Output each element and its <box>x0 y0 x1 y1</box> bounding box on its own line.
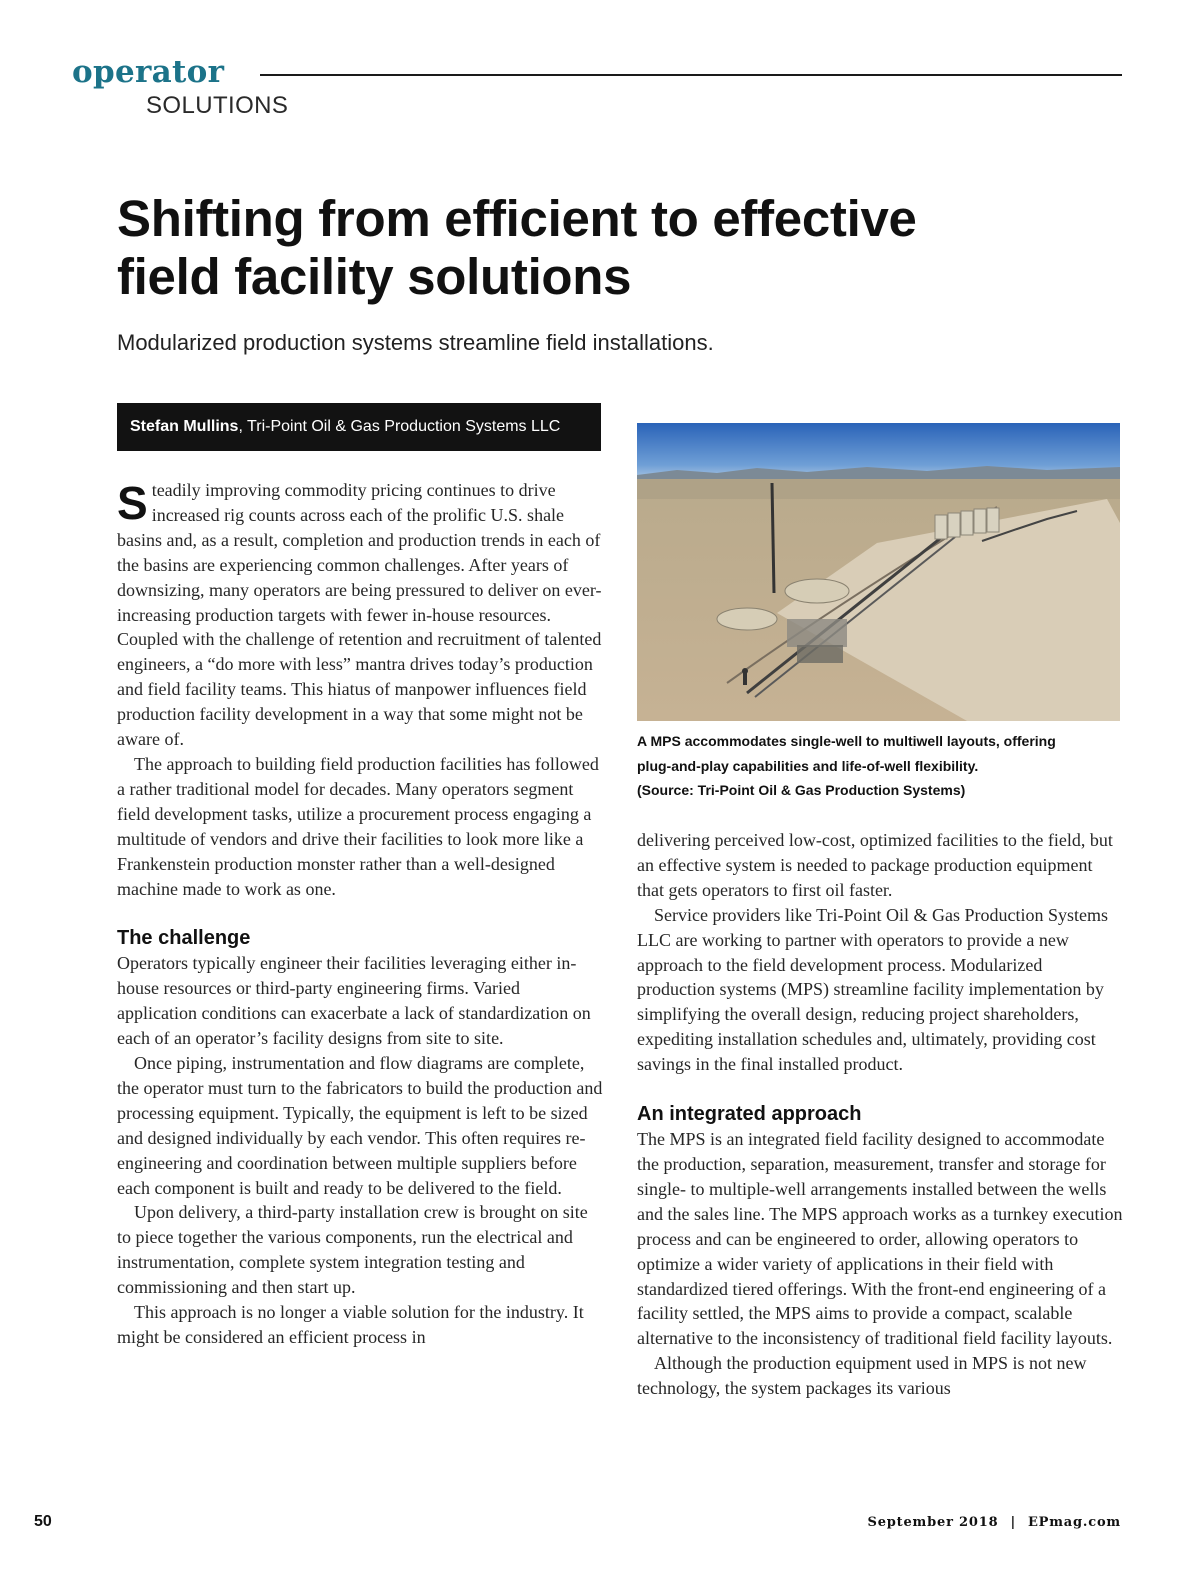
column-left <box>117 478 603 1350</box>
paragraph-5: Upon delivery, a third-party installation crew is brought on site to piece together the various components, run the electrical and instrumentation, complete system integration testing and commissioning and then start up. <box>117 1202 588 1298</box>
article-deck: Modularized production systems streamline field installations. <box>117 330 714 355</box>
paragraph-7: delivering perceived low-cost, optimized facilities to the field, but an effective system is needed to package production equipment that gets operators to first oil faster. <box>637 830 1113 900</box>
caption-source: (Source: Tri-Point Oil & Gas Production Systems) <box>637 782 966 798</box>
caption-line-1: A MPS accommodates single-well to multiwell layouts, offering <box>637 733 1056 749</box>
paragraph-1 <box>117 478 603 752</box>
page-footer <box>868 1515 1121 1530</box>
page-number: 50 <box>34 1513 52 1530</box>
subhead-integrated-approach: An integrated approach <box>637 1103 862 1126</box>
issue-date: September 2018 <box>867 1515 999 1530</box>
section-subkicker: SOLUTIONS <box>146 92 289 119</box>
column-right <box>637 828 1123 1401</box>
paragraph-2: The approach to building field production facilities has followed a rather traditional model for decades. Many operators segment field development tasks, utilize a procurement process engaging a multitude of vendors and drive their facilities to look more like a Frankenstein production monster rather than a well-designed machine made to work as one. <box>117 753 599 899</box>
paragraph-10: Although the production equipment used in MPS is not new technology, the system packages its various <box>637 1353 1087 1399</box>
paragraph-4: Once piping, instrumentation and flow diagrams are complete, the operator must turn to the fabricators to build the production and processing equipment. Typically, the equipment is left to be sized and designed individually by each vendor. This often requires re-engineering and coordination between multiple suppliers before each component is built and ready to be delivered to the field. <box>117 1053 603 1198</box>
subhead-the-challenge: The challenge <box>117 927 251 950</box>
photo-caption <box>637 729 1120 803</box>
facility-photo <box>637 423 1120 721</box>
author-name: Stefan Mullins <box>130 418 239 435</box>
paragraph-6: This approach is no longer a viable solution for the industry. It might be considered an efficient process in <box>117 1302 584 1347</box>
site-link[interactable]: EPmag.com <box>1027 1515 1121 1530</box>
aerial-facility-image <box>637 423 1120 721</box>
author-affiliation: , Tri-Point Oil & Gas Production Systems LLC <box>238 418 561 435</box>
header-rule <box>260 74 1122 76</box>
title-line-1: Shifting from efficient to effective <box>117 190 917 247</box>
title-line-2: field facility solutions <box>117 248 632 305</box>
article-title <box>117 190 1097 306</box>
caption-line-2: plug-and-play capabilities and life-of-well flexibility. <box>637 757 979 774</box>
section-kicker: operator <box>72 54 225 90</box>
paragraph-1-text: teadily improving commodity pricing continues to drive increased rig counts across each of the prolific U.S. shale basins and, as a result, completion and production trends in each of the basins are experiencing common challenges. After years of downsizing, many operators are being pressured to deliver on ever-increasing production targets with fewer in-house resources. Coupled with the challenge of retention and recruitment of talented engineers, a “do more with less” mantra drives today’s production and field facility teams. This hiatus of manpower influences field production facility development in a way that some might not be aware of. <box>117 480 602 750</box>
byline-bar <box>117 403 601 451</box>
paragraph-8: Service providers like Tri-Point Oil & Gas Production Systems LLC are working to partner with operators to provide a new approach to the field development process. Modularized production systems (MPS) streamline facility implementation by simplifying the overall design, reducing project shareholders, expediting installation schedules and, ultimately, providing cost savings in the final installed product. <box>637 904 1108 1075</box>
section-header <box>72 52 1122 132</box>
paragraph-3: Operators typically engineer their facilities leveraging either in-house resources or third-party engineering firms. Varied application conditions can exacerbate a lack of standardization on each of an operator’s facility designs from site to site. <box>117 953 591 1049</box>
paragraph-9: The MPS is an integrated field facility designed to accommodate the production, separation, measurement, transfer and storage for single- to multiple-well arrangements installed between the wells and the sales line. The MPS approach works as a turnkey execution process and can be engineered to order, allowing operators to optimize a wider variety of applications in their field with standardized tiered offerings. With the front-end engineering of a facility settled, the MPS aims to provide a compact, scalable alternative to the inconsistency of traditional field facility layouts. <box>637 1129 1123 1349</box>
drop-cap: S <box>117 477 148 529</box>
footer-separator: | <box>1010 1515 1016 1530</box>
